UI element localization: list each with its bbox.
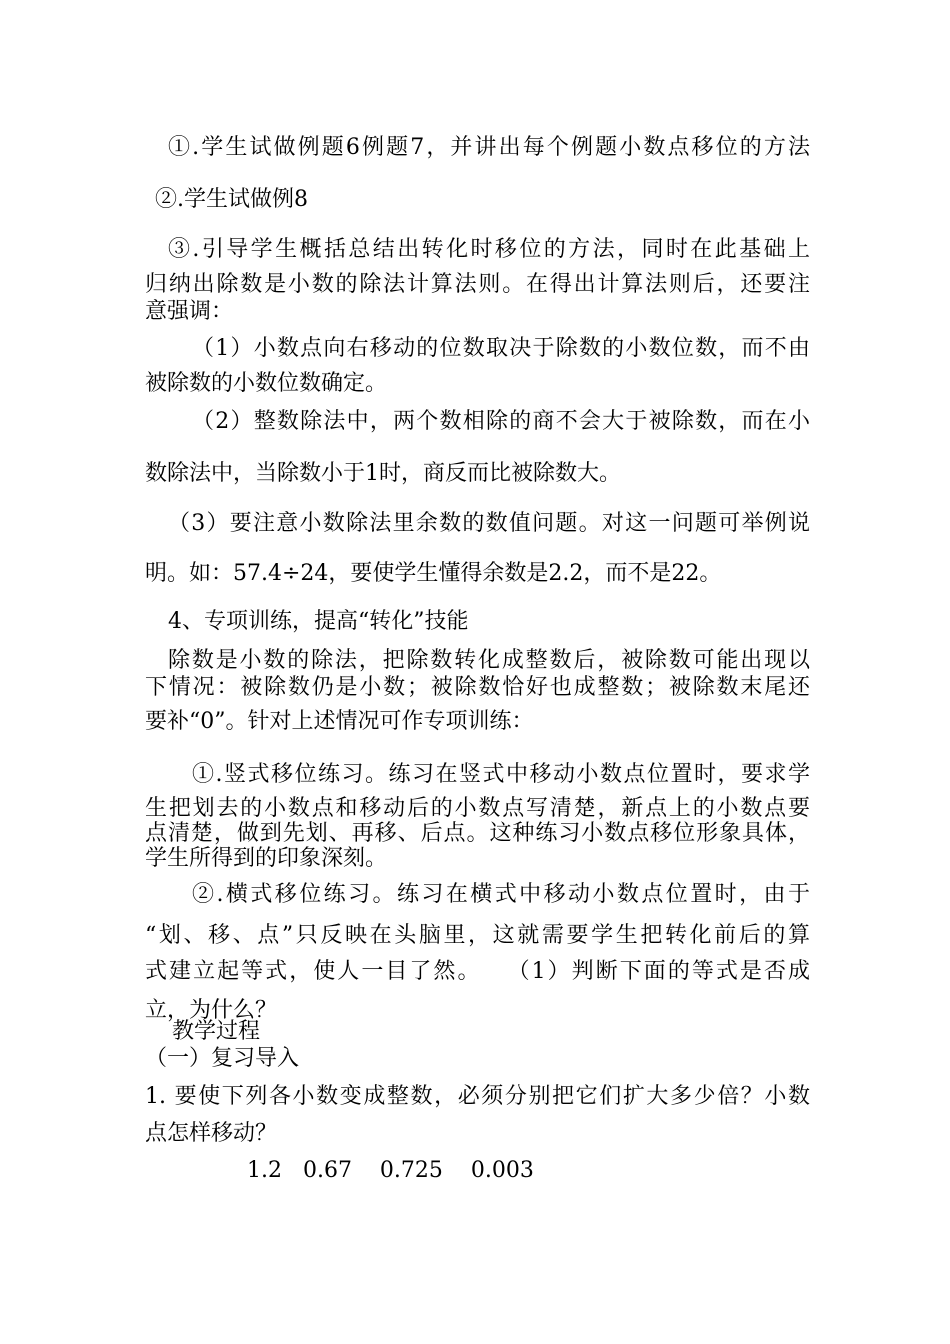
text-line-12: 4、专项训练，提高“转化”技能: [168, 609, 469, 634]
text-line-14: 下情况：被除数仍是小数；被除数恰好也成整数；被除数末尾还: [145, 675, 810, 700]
text-line-21: “划、移、点”只反映在头脑里，这就需要学生把转化前后的算: [145, 923, 810, 948]
section-heading: 教学过程: [172, 1019, 261, 1044]
text-line-17: 生把划去的小数点和移动后的小数点写清楚，新点上的小数点要: [145, 796, 810, 821]
text-line-16: ①.竖式移位练习。练习在竖式中移动小数点位置时，要求学: [192, 762, 810, 787]
text-line-26: 1. 要使下列各小数变成整数，必须分别把它们扩大多少倍？小数: [145, 1084, 810, 1109]
text-line-13: 除数是小数的除法，把除数转化成整数后，被除数可能出现以: [168, 648, 810, 673]
text-line-27: 点怎样移动？: [145, 1121, 278, 1146]
text-line-22: 式建立起等式，使人一目了然。 （1）判断下面的等式是否成: [145, 959, 810, 984]
text-line-9: 数除法中，当除数小于1时，商反而比被除数大。: [145, 461, 621, 486]
text-line-1: ①.学生试做例题6例题7，并讲出每个例题小数点移位的方法: [168, 135, 810, 160]
text-line-7: 被除数的小数位数确定。: [145, 371, 388, 396]
text-line-19: 学生所得到的印象深刻。: [145, 846, 388, 871]
text-line-20: ②.横式移位练习。练习在横式中移动小数点位置时，由于: [192, 882, 810, 907]
text-line-10: （3）要注意小数除法里余数的数值问题。对这一问题可举例说: [168, 511, 810, 536]
text-line-11: 明。如：57.4÷24，要使学生懂得余数是2.2，而不是22。: [145, 561, 722, 586]
text-line-8: （2）整数除法中，两个数相除的商不会大于被除数，而在小: [192, 409, 810, 434]
text-line-23: 立，为什么？: [145, 998, 278, 1023]
text-line-3: ③.引导学生概括总结出转化时移位的方法，同时在此基础上: [168, 237, 810, 262]
subsection-heading: （一）复习导入: [145, 1046, 300, 1071]
text-line-5: 意强调：: [145, 299, 234, 324]
decimal-numbers-line: 1.2 0.67 0.725 0.003: [247, 1158, 534, 1183]
text-line-4: 归纳出除数是小数的除法计算法则。在得出计算法则后，还要注: [145, 272, 810, 297]
text-line-6: （1）小数点向右移动的位数取决于除数的小数位数，而不由: [192, 336, 810, 361]
text-line-2: ②.学生试做例8: [155, 187, 308, 212]
text-line-18: 点清楚，做到先划、再移、后点。这种练习小数点移位形象具体，: [145, 821, 810, 846]
text-line-15: 要补“0”。针对上述情况可作专项训练：: [145, 709, 534, 734]
